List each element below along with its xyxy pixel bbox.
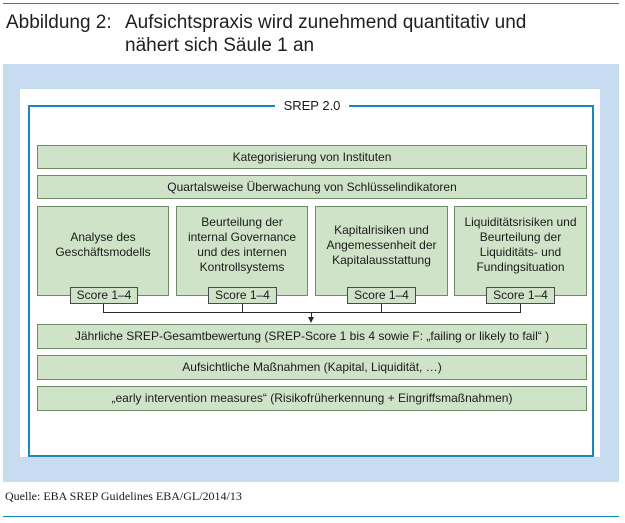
connector-drop-1 xyxy=(103,304,104,312)
score-box-4: Score 1–4 xyxy=(486,287,555,304)
top-rule xyxy=(3,3,619,4)
connector-drop-2 xyxy=(242,304,243,312)
row-aufsichtliche-massnahmen: Aufsichtliche Maßnahmen (Kapital, Liquidität, …) xyxy=(37,355,587,380)
column-kapitalrisiken: Kapitalrisiken und Angemessenheit der Kapitalausstattung xyxy=(315,206,448,296)
figure-label: Abbildung 2: xyxy=(6,12,112,33)
row-early-intervention: „early intervention measures“ (Risikofrüherkennung + Eingriffsmaßnahmen) xyxy=(37,386,587,411)
arrow-down-icon xyxy=(308,317,314,323)
figure-title xyxy=(6,11,618,57)
connector-drop-3 xyxy=(381,304,382,312)
srep-frame-label: SREP 2.0 xyxy=(275,96,349,116)
connector-drop-4 xyxy=(520,304,521,312)
figure-title-line1: Aufsichtspraxis wird zunehmend quantitativ und xyxy=(125,12,527,33)
connector-horizontal xyxy=(103,312,521,313)
score-box-3: Score 1–4 xyxy=(347,287,416,304)
row-quartalsweise-ueberwachung: Quartalsweise Überwachung von Schlüsselindikatoren xyxy=(37,175,587,199)
score-box-1: Score 1–4 xyxy=(70,287,138,304)
bottom-rule xyxy=(3,516,619,517)
figure-title-line2: nähert sich Säule 1 an xyxy=(125,35,315,56)
column-governance: Beurteilung der internal Governance und des internen Kontrollsystems xyxy=(176,206,308,296)
column-liquiditaetsrisiken: Liquiditätsrisiken und Beurteilung der Liquiditäts- und Fundingsituation xyxy=(454,206,587,296)
source-note: Quelle: EBA SREP Guidelines EBA/GL/2014/13 xyxy=(5,489,242,503)
row-kategorisierung: Kategorisierung von Instituten xyxy=(37,145,587,169)
column-geschaeftsmodell: Analyse des Geschäftsmodells xyxy=(37,206,169,296)
score-box-2: Score 1–4 xyxy=(208,287,277,304)
row-srep-gesamtbewertung: Jährliche SREP-Gesamtbewertung (SREP-Score 1 bis 4 sowie F: „failing or likely to fail“ ) xyxy=(37,324,587,349)
